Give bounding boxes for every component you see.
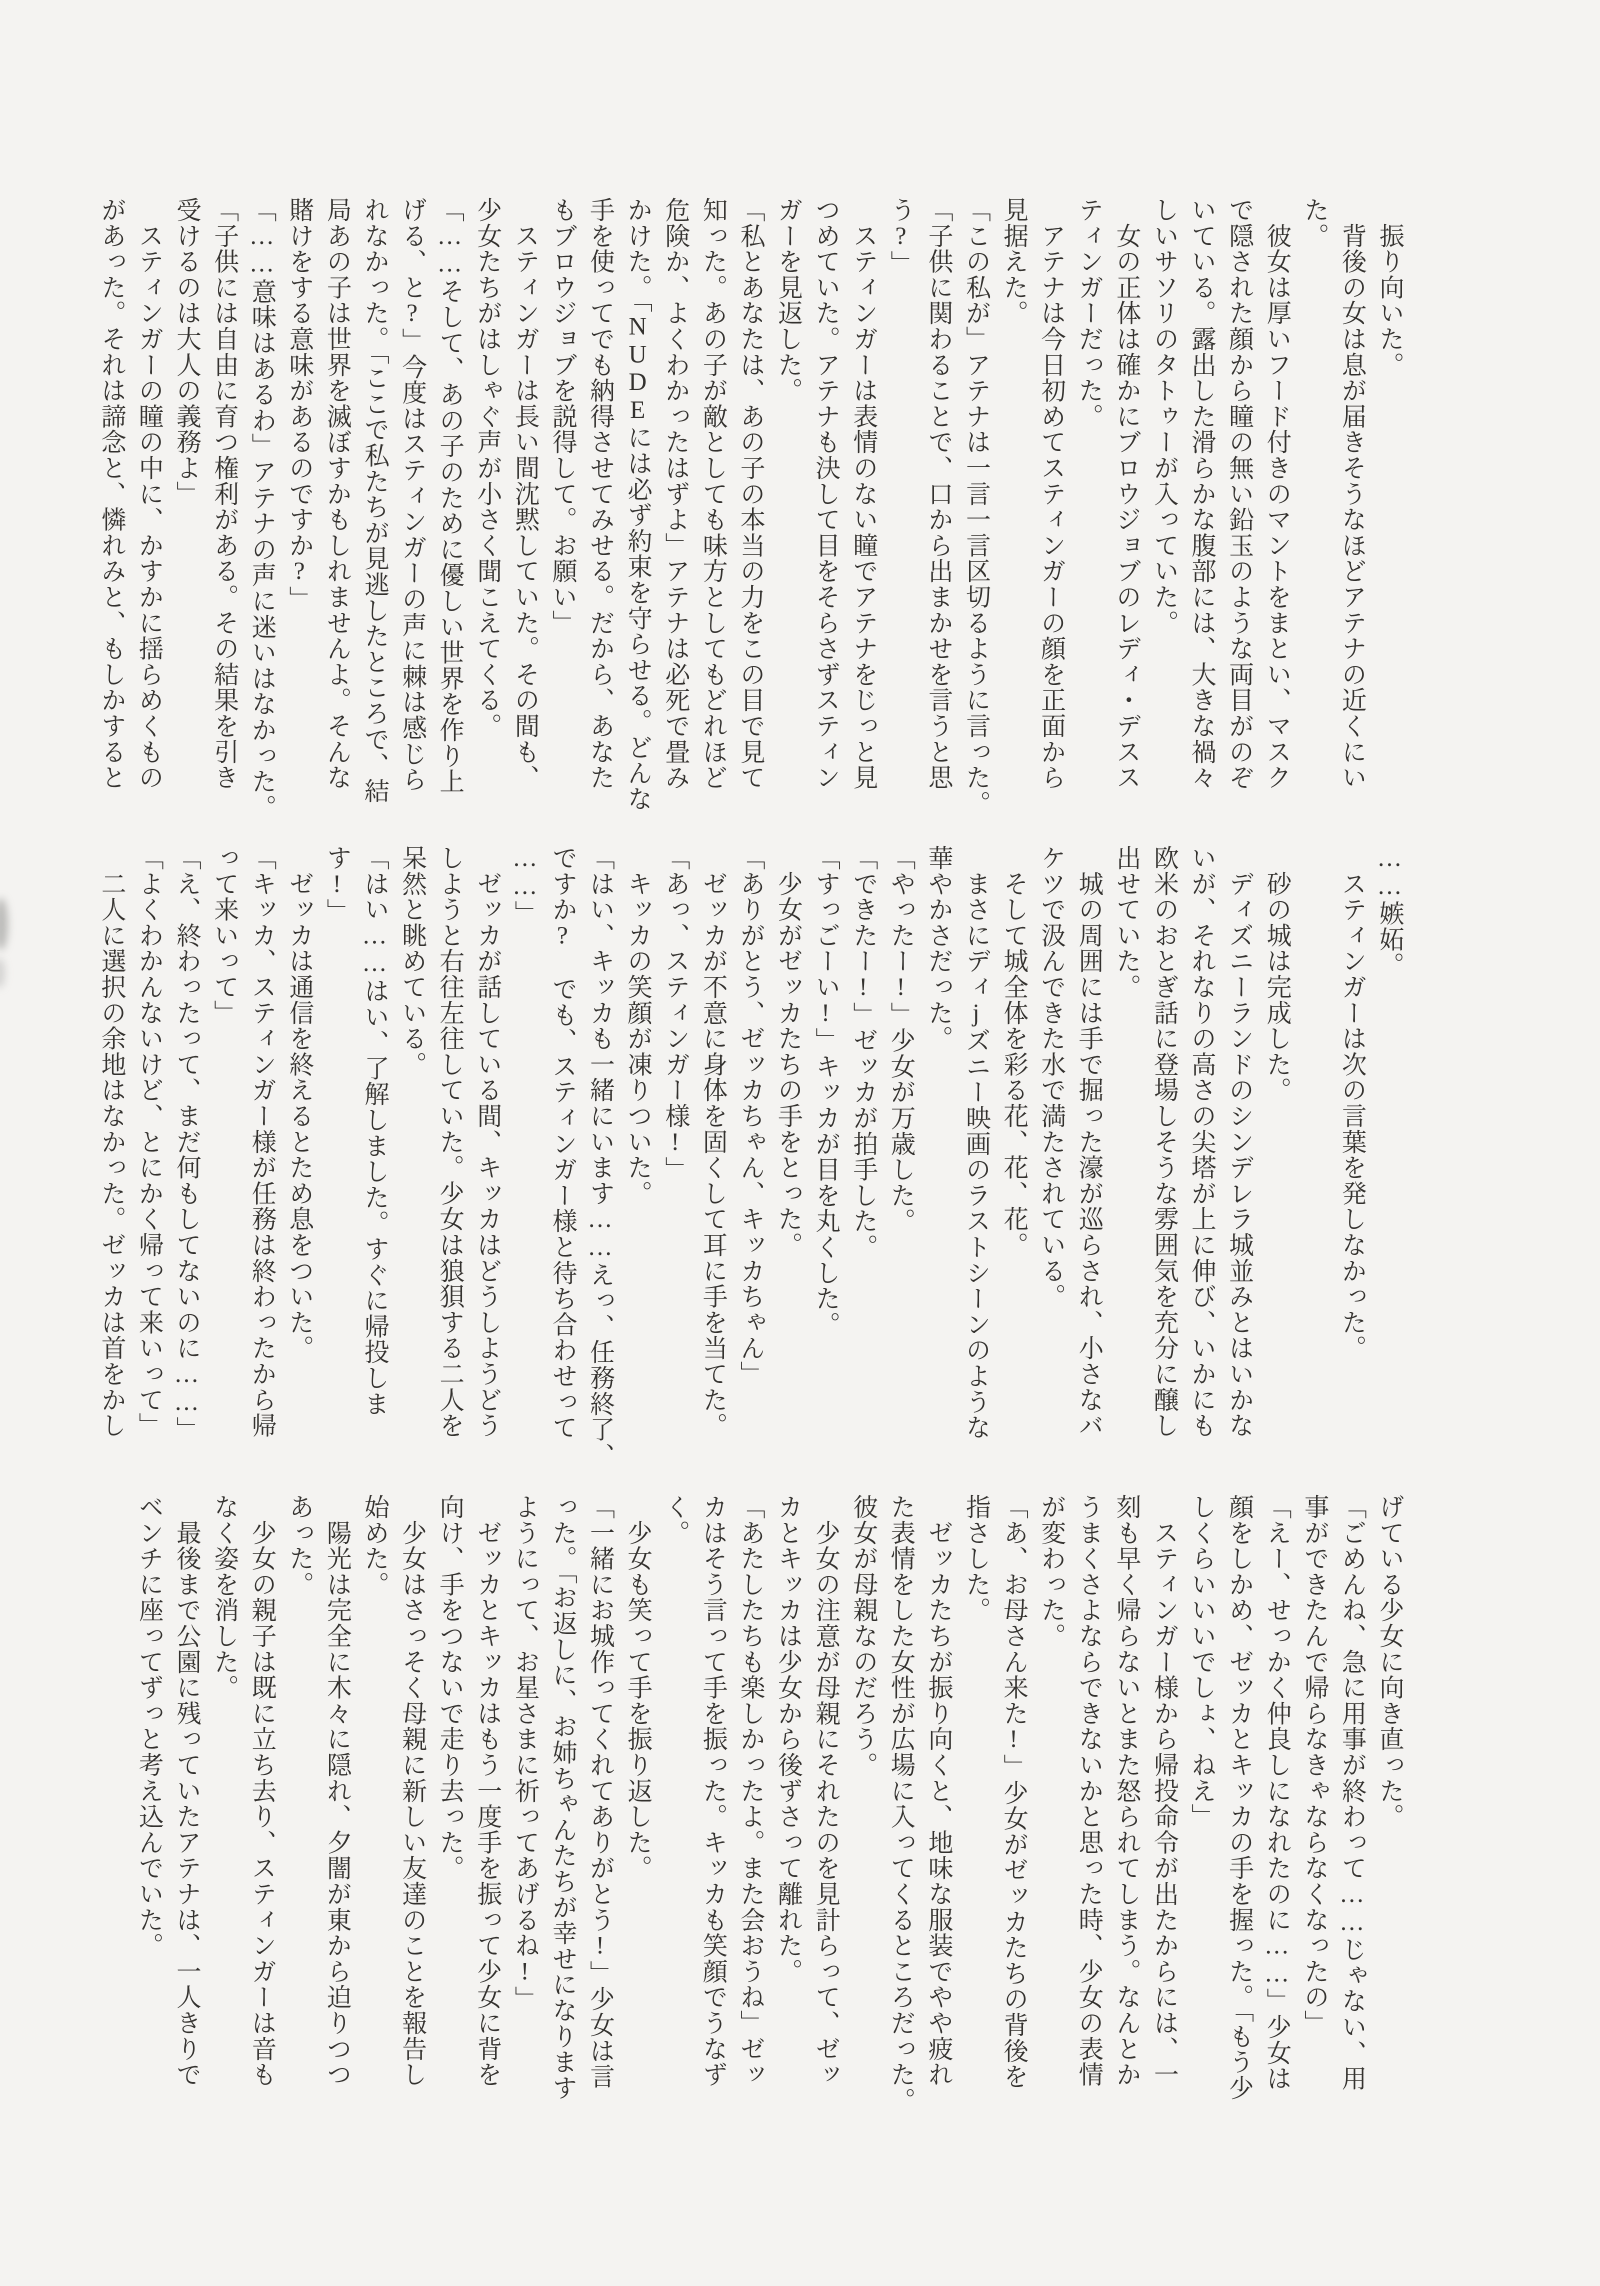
text-column: スティンガーは表情のない瞳でアテナをじっと見 [849, 197, 877, 791]
text-column: カとキッカは少女から後ずさって離れた。 [774, 1494, 802, 1985]
text-column: 危険か、よくわかったはずよ」アテナは必死で畳み [661, 197, 689, 791]
text-column: 受けるのは大人の義務よ」 [173, 197, 200, 507]
text-column: 出せていた。 [1112, 845, 1140, 1000]
text-column: 「……そして、あの子のために優しい世界を作り上 [436, 197, 464, 795]
text-column: 「すっごーい!」キッカが目を丸くした。 [812, 845, 840, 1338]
text-column: 欧米のおとぎ話に登場しそうな雰囲気を充分に醸し [1150, 845, 1178, 1439]
text-column: 見据えた。 [1000, 197, 1028, 326]
text-column: げる、と?」今度はスティンガーの声に棘は感じら [398, 197, 426, 793]
text-column: 「はい……はい、了解しました。すぐに帰投しま [360, 845, 388, 1417]
text-column: 指さした。 [962, 1494, 990, 1623]
text-block-top [92, 197, 1408, 821]
text-column: 「はい、キッカも一緒にいます……えっ、任務終了、 [586, 845, 614, 1469]
text-column: 城の周囲には手で掘った濠が巡らされ、小さなバ [1075, 845, 1103, 1439]
text-column: ゼッカは通信を終えるとため息をついた。 [285, 845, 313, 1361]
text-column: く。 [661, 1494, 689, 1546]
text-column: 少女がゼッカたちの手をとった。 [774, 845, 802, 1258]
text-column: 砂の城は完成した。 [1263, 845, 1291, 1103]
text-block-middle [92, 845, 1408, 1469]
text-column: アテナは今日初めてスティンガーの顔を正面から [1037, 197, 1065, 791]
text-column: ……」 [511, 845, 539, 927]
text-column: す!」 [323, 845, 351, 925]
text-column: 二人に選択の余地はなかった。ゼッカは首をかし [97, 845, 125, 1439]
text-column: 「やったー!」少女が万歳した。 [887, 845, 915, 1234]
text-column: ディズニーランドのシンデレラ城並みとはいかな [1225, 845, 1253, 1439]
text-column: 「ありがとう、ゼッカちゃん、キッカちゃん」 [736, 845, 764, 1387]
text-column: 始めた。 [360, 1494, 388, 1598]
text-column: ですか? でも、スティンガー様と待ち合わせって [548, 845, 576, 1441]
text-column: スティンガーは次の言葉を発しなかった。 [1338, 845, 1366, 1361]
text-column: 振り向いた。 [1376, 197, 1403, 378]
text-column: があった。それは諦念と、憐れみと、もしかすると [97, 197, 125, 791]
text-column: で隠された顔から瞳の無い鉛玉のような両目がのぞ [1225, 197, 1253, 791]
text-column: 彼女が母親なのだろう。 [849, 1494, 877, 1778]
text-column: 女の正体は確かにブロウジョブのレディ・デスス [1112, 197, 1140, 791]
text-column: まさにディjズニー映画のラストシーンのような [962, 845, 990, 1441]
text-column: あった。 [285, 1494, 313, 1598]
text-column: 手を使ってでも納得させてみせる。だから、あなた [586, 197, 614, 791]
text-column: ゼッカとキッカはもう一度手を振って少女に背を [473, 1494, 501, 2088]
text-column: って来いって」 [210, 845, 238, 1026]
text-column: なく姿を消した。 [210, 1494, 238, 1701]
text-column [1295, 845, 1333, 1445]
text-column: 華やかさだった。 [924, 845, 952, 1052]
text-column: 少女の親子は既に立ち去り、スティンガーは音も [248, 1494, 276, 2088]
text-column: 向け、手をつないで走り去った。 [436, 1494, 464, 1881]
text-column: ……嫉妬。 [1376, 845, 1403, 978]
text-column: 「えー、せっかく仲良しになれたのに……」少女は [1263, 1494, 1291, 2092]
text-column: ティンガーだった。 [1075, 197, 1103, 430]
text-column: 「キッカ、スティンガー様が任務は終わったから帰 [248, 845, 276, 1439]
text-column: が変わった。 [1037, 1494, 1065, 1649]
text-column: 少女の注意が母親にそれたのを見計らって、ゼッ [812, 1494, 840, 2088]
text-column: スティンガーの瞳の中に、かすかに揺らめくもの [135, 197, 163, 791]
text-column: 「できたー!」ゼッカが拍手した。 [849, 845, 877, 1260]
text-column: 呆然と眺めている。 [398, 845, 426, 1078]
text-column: 賭けをする意味があるのですか?」 [285, 197, 313, 612]
text-column: 最後まで公園に残っていたアテナは、一人きりで [173, 1494, 200, 2088]
text-column: 少女はさっそく母親に新しい友達のことを報告し [398, 1494, 426, 2088]
text-column: 「一緒にお城作ってくれてありがとう!」少女は言 [586, 1494, 614, 2090]
text-column: 「ごめんね、急に用事が終わって……じゃない、用 [1338, 1494, 1366, 2092]
scan-smudge [0, 958, 5, 988]
text-column: 局あの子は世界を滅ぼすかもしれませんよ。そんな [323, 197, 351, 791]
text-column: カはそう言って手を振った。キッカも笑顔でうなず [699, 1494, 727, 2088]
text-column: 陽光は完全に木々に隠れ、夕闇が東から迫りつつ [323, 1494, 351, 2088]
text-column: つめていた。アテナも決して目をそらさずスティン [812, 197, 840, 791]
scan-smudge [0, 898, 8, 950]
text-column: 「あ、お母さん来た!」少女がゼッカたちの背後を [1000, 1494, 1028, 2090]
text-column: れなかった。「ここで私たちが見逃したところで、結 [360, 197, 388, 804]
text-column: 「私とあなたは、あの子の本当の力をこの目で見て [736, 197, 764, 791]
text-column: かけた。「NUDEには必ず約束を守らせる。どんな [624, 197, 652, 812]
text-block-bottom [130, 1494, 1408, 2114]
text-column: 「子供には自由に育つ権利がある。その結果を引き [210, 197, 238, 791]
text-column: しようと右往左往していた。少女は狼狽する二人を [436, 845, 464, 1439]
text-column: ゼッカが不意に身体を固くして耳に手を当てた。 [699, 845, 727, 1439]
text-column: もブロウジョブを説得して。お願い」 [548, 197, 576, 636]
text-column: 「え、終わったって、まだ何もしてないのに……」 [173, 845, 200, 1443]
text-column: 少女も笑って手を振り返した。 [624, 1494, 652, 1881]
text-column: ガーを見返した。 [774, 197, 802, 404]
text-column: そして城全体を彩る花、花、花。 [1000, 845, 1028, 1258]
text-column: いが、それなりの高さの尖塔が上に伸び、いかにも [1188, 845, 1216, 1439]
text-column: いている。露出した滑らかな腹部には、大きな禍々 [1188, 197, 1216, 791]
text-column: 彼女は厚いフード付きのマントをまとい、マスク [1263, 197, 1291, 791]
text-column: 「子供に関わることで、口から出まかせを言うと思 [924, 197, 952, 791]
text-column: った。「お返しに、お姉ちゃんたちが幸せになります [548, 1494, 576, 2101]
text-column: う?」 [887, 197, 915, 277]
text-column: スティンガーは長い間沈黙していた。その間も、 [511, 197, 539, 791]
text-column: ようにって、お星さまに祈ってあげるね!」 [511, 1494, 539, 2012]
text-column: スティンガー様から帰投命令が出たからには、一 [1150, 1494, 1178, 2088]
text-column: 背後の女は息が届きそうなほどアテナの近くにい [1338, 197, 1366, 791]
text-column: しいサソリのタトゥーが入っていた。 [1150, 197, 1178, 636]
text-column: 「あっ、スティンガー様!」 [661, 845, 689, 1183]
text-column: ベンチに座ってずっと考え込んでいた。 [135, 1494, 163, 1959]
text-column: ゼッカたちが振り向くと、地味な服装でやや疲れ [924, 1494, 952, 2088]
text-column: 少女たちがはしゃぐ声が小さく聞こえてくる。 [473, 197, 501, 739]
text-column: うまくさよならできないかと思った時、少女の表情 [1075, 1494, 1103, 2088]
text-column: 「あたしたちも楽しかったよ。また会おうね」ゼッ [736, 1494, 764, 2088]
text-column: た。 [1300, 197, 1328, 249]
text-column: 「……意味はあるわ」アテナの声に迷いはなかった。 [248, 197, 276, 821]
text-column: 刻も早く帰らないとまた怒られてしまう。なんとか [1112, 1494, 1140, 2088]
text-column: 「この私が」アテナは一言一言区切るように言った。 [962, 197, 990, 817]
text-column: げている少女に向き直った。 [1376, 1494, 1403, 1830]
text-column: た表情をした女性が広場に入ってくるところだった。 [887, 1494, 915, 2114]
text-column: ゼッカが話している間、キッカはどうしようどう [473, 845, 501, 1439]
text-column: 「よくわかんないけど、とにかく帰って来いって」 [135, 845, 163, 1439]
text-column: 顔をしかめ、ゼッカとキッカの手を握った。「もう少 [1225, 1494, 1253, 2101]
text-column: ケツで汲んできた水で満たされている。 [1037, 845, 1065, 1310]
text-column: 事ができたんで帰らなきゃならなくなったの」 [1300, 1494, 1328, 2036]
text-column: しくらいいいでしょ、ねえ」 [1188, 1494, 1216, 1830]
text-column: 知った。あの子が敵としても味方としてもどれほど [699, 197, 727, 791]
text-column: キッカの笑顔が凍りついた。 [624, 845, 652, 1207]
